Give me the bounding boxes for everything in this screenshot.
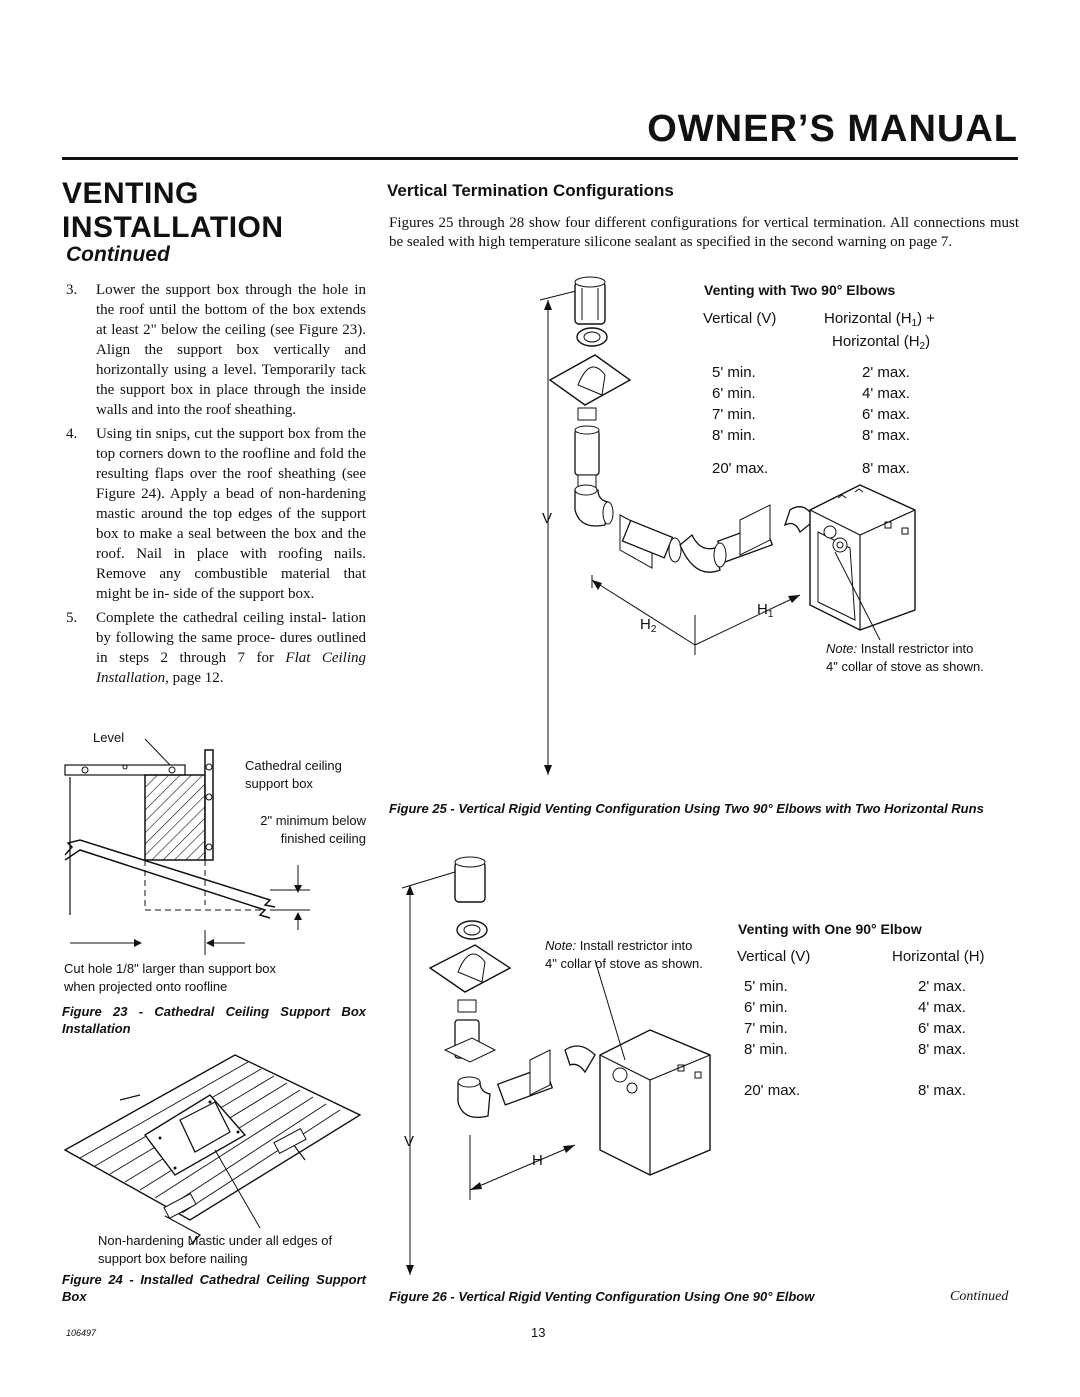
figure-25-caption: Figure 25 - Vertical Rigid Venting Configuration Using Two 90° Elbows with Two Horizontal Runs	[389, 801, 984, 816]
fig25-col-h1-text: Horizontal (H	[824, 310, 912, 327]
elbow-fitting	[458, 1082, 490, 1117]
table-cell: 8' min.	[712, 427, 756, 444]
minimum-below-label: 2" minimum below finished ceiling	[260, 813, 366, 846]
page-number: 13	[531, 1325, 546, 1340]
fig25-col-h2-tail: )	[925, 333, 931, 350]
fig25-note-text: Install restrictor into 4" collar of stove as shown.	[826, 641, 984, 674]
table-cell: 2' max.	[918, 978, 966, 995]
table-cell: 6' max.	[918, 1020, 966, 1037]
fig26-v-label: V	[404, 1133, 415, 1150]
step-number: 4.	[66, 426, 78, 442]
manual-title: OWNER’S MANUAL	[647, 108, 1018, 150]
fig26-horizontal-values	[918, 976, 966, 1060]
table-cell: 5' min.	[744, 978, 788, 995]
support-box-label: Cathedral ceiling support box	[245, 758, 342, 791]
fig25-total-vertical: 20' max.	[712, 460, 769, 477]
storm-collar	[577, 328, 607, 346]
step-text: Using tin snips, cut the support box from the top corners down to the roofline and fold the resulting flaps over the roof sheathing (see Figure 24). Apply a bead of non-hardening mastic around the top edges of the support box to make a seal between the box and the roof. Nail in place with roofing nails. Remove any combustible material that might be in- side of the support box.	[96, 426, 366, 602]
fig26-note	[545, 937, 705, 973]
fig25-col-h1-sub: 1	[911, 318, 918, 329]
fig26-col-horizontal: Horizontal (H)	[892, 948, 985, 965]
step-reference: Flat Ceiling Installation	[96, 650, 366, 686]
table-cell: 8' max.	[862, 427, 910, 444]
figure-24-diagram	[60, 1040, 370, 1245]
fig25-h1-sub: 1	[767, 609, 774, 620]
step-number: 3.	[66, 282, 78, 298]
table-cell: 7' min.	[712, 406, 756, 423]
fig26-note-prefix: Note:	[545, 938, 577, 953]
fig26-h-label: H	[532, 1152, 543, 1169]
vertical-termination-heading: Vertical Termination Configurations	[387, 181, 674, 200]
table-cell: 6' max.	[862, 406, 910, 423]
fig26-total-horizontal: 8' max.	[918, 1082, 966, 1099]
section-title-line1: VENTING	[62, 177, 199, 210]
level-bar	[65, 765, 185, 775]
fig25-col-h2-sub: 2	[919, 341, 926, 352]
vent-cap	[575, 282, 605, 324]
table-cell: 4' max.	[918, 999, 966, 1016]
cut-hole-label: Cut hole 1/8" larger than support box when projected onto roofline	[64, 961, 277, 994]
fig25-v-label: V	[542, 510, 553, 527]
vent-cap	[455, 862, 485, 902]
figure-23-caption: Figure 23 - Cathedral Ceiling Support Box Installation	[62, 1004, 366, 1036]
figure-26-caption: Figure 26 - Vertical Rigid Venting Configuration Using One 90° Elbow	[389, 1289, 815, 1304]
step-item	[62, 608, 366, 688]
table-cell: 5' min.	[712, 364, 756, 381]
table-cell: 7' min.	[744, 1020, 788, 1037]
fig25-col-vertical: Vertical (V)	[703, 310, 777, 327]
step-item	[62, 424, 366, 604]
fig25-col-horizontal2	[832, 333, 930, 352]
section-title-line2: INSTALLATION	[62, 211, 284, 244]
table-cell: 2' max.	[862, 364, 910, 381]
fig25-h1-text: H	[757, 601, 768, 618]
level-label: Level	[93, 730, 125, 745]
fig25-h2-sub: 2	[650, 624, 657, 635]
step-number: 5.	[66, 610, 78, 626]
fig25-note	[826, 640, 986, 676]
stove	[810, 485, 915, 630]
header-rule	[62, 157, 1018, 160]
figure-24-caption: Figure 24 - Installed Cathedral Ceiling Support Box	[62, 1272, 366, 1304]
step-list	[62, 280, 366, 692]
fig25-col-horizontal1	[824, 310, 935, 329]
fig25-col-h1-tail: ) +	[917, 310, 936, 327]
pipe-section	[575, 430, 599, 475]
section-title	[62, 177, 284, 245]
step-tail: , page 12.	[165, 670, 224, 686]
step-item	[62, 280, 366, 420]
support-box	[145, 775, 205, 860]
fig26-vertical-values	[744, 976, 788, 1060]
fig25-h1-label	[757, 601, 773, 620]
mastic-label: Non-hardening Mastic under all edges of support box before nailing	[98, 1233, 333, 1266]
fig25-total-horizontal: 8' max.	[862, 460, 910, 477]
fig26-col-vertical: Vertical (V)	[737, 948, 811, 965]
vertical-termination-intro: Figures 25 through 28 show four different configurations for vertical termination. All connections must be sealed with high temperature silicone sealant as specified in the second warning on page 7.	[389, 215, 1019, 250]
storm-collar	[457, 921, 487, 939]
table-cell: 4' max.	[862, 385, 910, 402]
fig25-table-title: Venting with Two 90° Elbows	[704, 282, 896, 298]
fig25-horizontal-values	[862, 362, 910, 446]
fig26-total-vertical: 20' max.	[744, 1082, 801, 1099]
table-cell: 8' max.	[918, 1041, 966, 1058]
fig25-h2-label	[640, 616, 656, 635]
fig25-note-prefix: Note:	[826, 641, 858, 656]
section-subtitle: Continued	[66, 243, 170, 266]
fig25-col-h2-text: Horizontal (H	[832, 333, 920, 350]
fig25-h2-text: H	[640, 616, 651, 633]
table-cell: 6' min.	[744, 999, 788, 1016]
stove	[600, 1030, 710, 1175]
continued-marker: Continued	[950, 1289, 1009, 1304]
fig26-table-title: Venting with One 90° Elbow	[738, 921, 922, 937]
table-cell: 6' min.	[712, 385, 756, 402]
figure-26-diagram	[400, 850, 730, 1280]
document-code: 106497	[66, 1328, 97, 1338]
fig25-vertical-values	[712, 362, 756, 446]
table-cell: 8' min.	[744, 1041, 788, 1058]
step-text: Lower the support box through the hole in the roof until the bottom of the box extends at least 2" below the ceiling (see Figure 23). Align the support box vertically and horizontally using a level. Temporarily tack the support box in place through the inside walls and into the roof sheathing.	[96, 282, 366, 418]
fig26-note-text: Install restrictor into 4" collar of stove as shown.	[545, 938, 703, 971]
step-text: Complete the cathedral ceiling instal- lation by following the same proce- dures outlined in steps 2 through 7 for	[96, 610, 366, 666]
